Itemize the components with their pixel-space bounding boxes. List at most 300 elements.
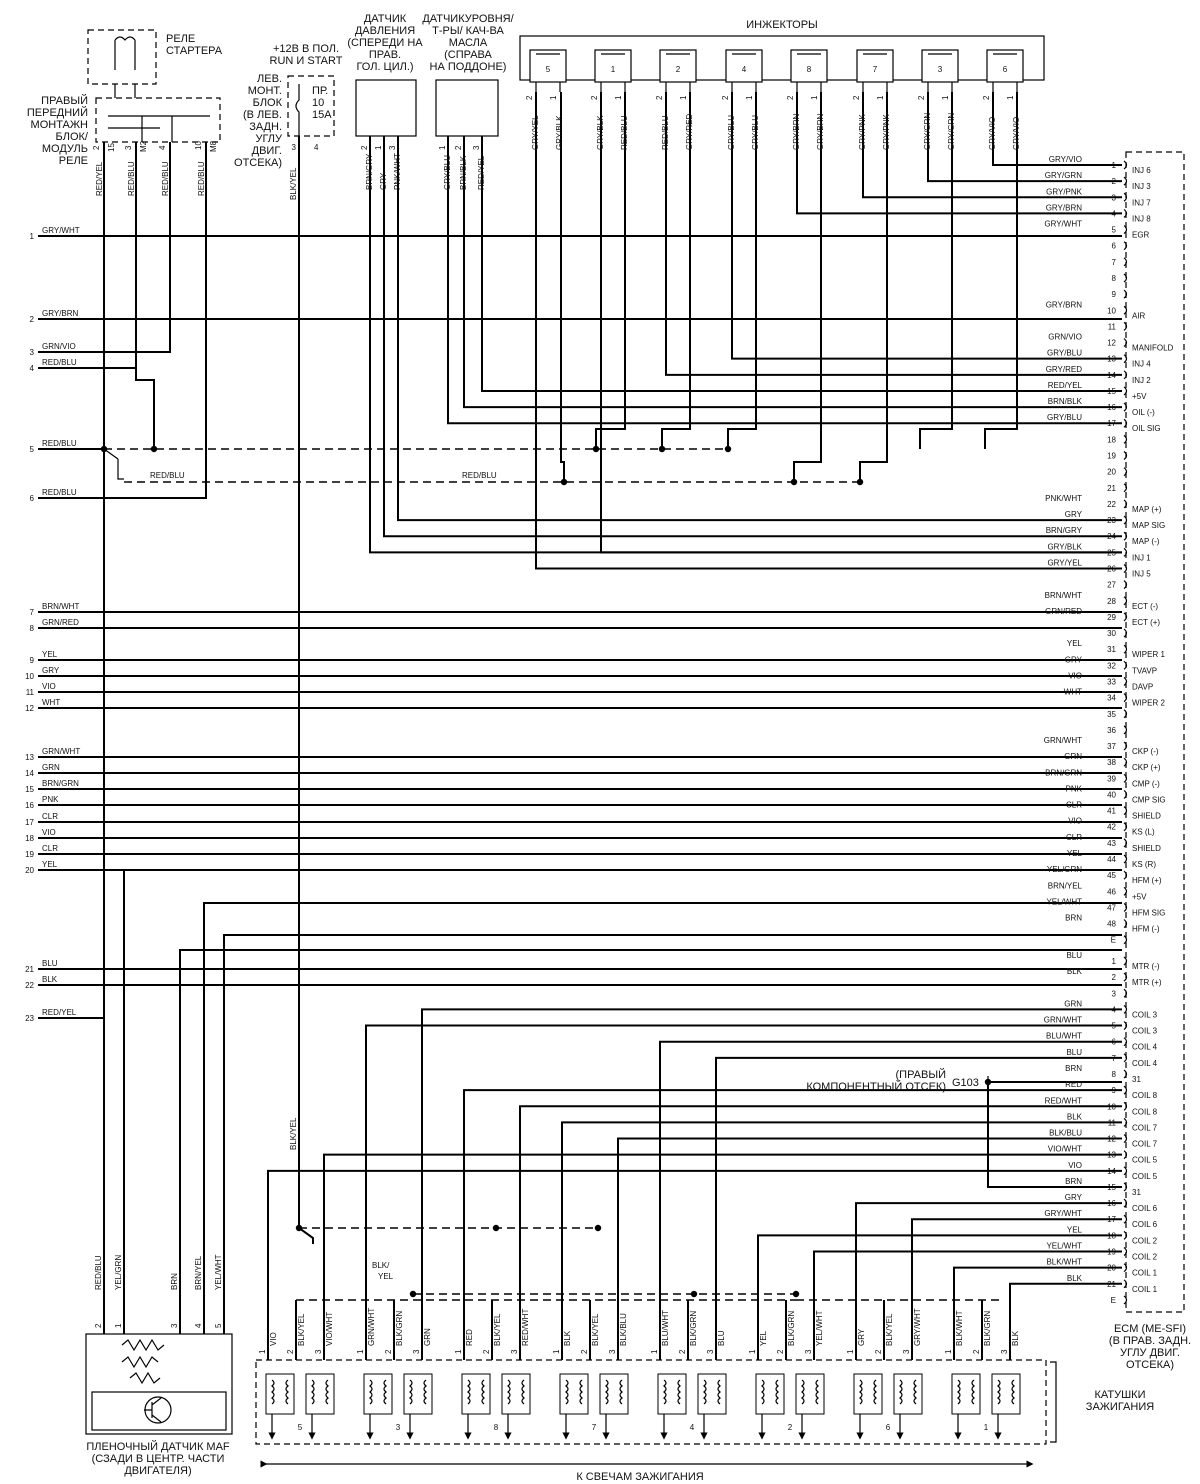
pressure-wire-label: GRY xyxy=(379,172,388,190)
left-row-number: 10 xyxy=(25,672,34,681)
coil-body xyxy=(502,1374,530,1414)
coil-pin: 2 xyxy=(776,1349,785,1354)
ecm-pin-number: 14 xyxy=(1107,370,1116,380)
ecm-pin-function: CMP SIG xyxy=(1132,795,1166,805)
ecm-pin-number: 2 xyxy=(1111,177,1116,187)
redblu-jumper xyxy=(104,449,124,479)
ecm-pin-function: COIL 1 xyxy=(1132,1268,1158,1278)
maf-wire-label: BRN/YEL xyxy=(194,1255,203,1290)
coil-cylinder-number: 1 xyxy=(983,1423,989,1432)
left-row-number: 18 xyxy=(25,834,34,843)
ecm-wire-label: BRN xyxy=(1065,1176,1082,1186)
pressure-label-2: ДАВЛЕНИЯ xyxy=(354,25,416,37)
ecm-pin-function: INJ 1 xyxy=(1132,553,1151,563)
ecm-pin-number: 28 xyxy=(1107,596,1116,606)
injector-number: 1 xyxy=(610,65,616,74)
injector-pin: 1 xyxy=(614,95,623,100)
injector-number: 5 xyxy=(545,65,551,74)
injector-wire-label: GRY/BLK xyxy=(555,115,564,150)
ecm-wire-label: BRN/GRY xyxy=(1045,526,1082,536)
coil-wire-label: VIO xyxy=(269,1332,278,1346)
ecm-wire-label: YEL xyxy=(1066,849,1082,859)
coil-winding xyxy=(606,1380,622,1404)
oil-label-2: Т-РЫ/ КАЧ-ВА xyxy=(432,25,504,37)
coil-body xyxy=(560,1374,588,1414)
ecm-wire-label: BLK/WHT xyxy=(1046,1257,1082,1267)
oil-pin: 1 xyxy=(438,145,447,150)
coil-body xyxy=(894,1374,922,1414)
ecm-pin-function: MAP SIG xyxy=(1132,521,1166,531)
ecm-wire-label: GRY xyxy=(1064,1193,1082,1203)
ecm-pin-function: ECT (+) xyxy=(1132,617,1161,627)
injector-wire-label: GRY/PNK xyxy=(858,114,867,150)
left-row-wire-label: BRN/WHT xyxy=(42,602,80,611)
coil-winding xyxy=(762,1380,778,1404)
ecm-pin-number: 40 xyxy=(1107,790,1116,800)
oil-wire-label: BRN/BLK xyxy=(459,155,468,190)
coil-pin: 2 xyxy=(482,1349,491,1354)
relay-pin: 4 xyxy=(158,145,167,150)
ecm-wire-label: GRY/WHT xyxy=(1044,1209,1082,1219)
left-row-number: 19 xyxy=(25,850,34,859)
ecm-wire-label: PNK xyxy=(1065,784,1082,794)
coil-wire xyxy=(324,1155,1122,1360)
ecm-pin-number: 14 xyxy=(1107,1166,1116,1176)
ecm-pin-number: 7 xyxy=(1111,257,1116,267)
ecm-wire-label: PNK/WHT xyxy=(1045,493,1082,503)
injector-signal-wire xyxy=(928,92,1122,181)
injector-pin: 2 xyxy=(525,95,534,100)
left-row-number: 4 xyxy=(29,364,34,373)
ecm-wire-label: GRY/PNK xyxy=(1046,187,1082,197)
coil-pin: 1 xyxy=(748,1349,757,1354)
injector-pin: 2 xyxy=(852,95,861,100)
ecm-pin-function: 31 xyxy=(1132,1074,1141,1084)
maf-wire-label: RED/BLU xyxy=(94,1255,103,1290)
left-row-wire-label: BLU xyxy=(42,959,58,968)
ecm-pin-function: INJ 3 xyxy=(1132,182,1151,192)
ecm-pin-number: 5 xyxy=(1111,1021,1116,1031)
injector-number: 8 xyxy=(806,65,812,74)
ecm-wire-label: GRY xyxy=(1064,655,1082,665)
injector-pin: 1 xyxy=(679,95,688,100)
ecm-pin-number: 18 xyxy=(1107,1231,1116,1241)
maf-wire-label: YEL/WHT xyxy=(214,1254,223,1290)
maf-pin: 1 xyxy=(114,1323,123,1328)
oil-wire-label: RED/YEL xyxy=(477,155,486,190)
coil-winding xyxy=(370,1380,386,1404)
oil-pin: 3 xyxy=(472,145,481,150)
ecm-pin-function: OIL (-) xyxy=(1132,408,1155,418)
ecm-pin-function: COIL 6 xyxy=(1132,1204,1158,1214)
left-row-number: 8 xyxy=(29,624,34,633)
left-block-label-8: ОТСЕКА) xyxy=(234,157,282,169)
coil-pin: 2 xyxy=(286,1349,295,1354)
ecm-pin-number: 15 xyxy=(1107,386,1116,396)
pressure-pin: 1 xyxy=(374,145,383,150)
ecm-pin-function: CKP (-) xyxy=(1132,747,1159,757)
injector-wire-label: GRY/RED xyxy=(685,113,694,150)
starter-relay-label-2: СТАРТЕРА xyxy=(166,45,223,57)
ecm-pin-function: INJ 8 xyxy=(1132,214,1151,224)
ecm-label-1: ECM (ME-SFI) xyxy=(1113,1323,1187,1335)
left-block-label-6: УГЛУ xyxy=(255,133,282,145)
maf-sensor xyxy=(86,1334,232,1477)
injector-wire-label: RED/BLU xyxy=(620,115,629,150)
left-row-wire-label: BRN/GRN xyxy=(42,779,79,788)
coil-units xyxy=(266,1374,1020,1436)
starter-relay xyxy=(88,30,223,84)
left-row-number: 15 xyxy=(25,785,34,794)
ecm-wire-label: BLK xyxy=(1066,967,1082,977)
ecm-wire-label: GRY/RED xyxy=(1045,364,1082,374)
ecm-pin-number: 7 xyxy=(1111,1053,1116,1063)
ecm-pin-function: COIL 5 xyxy=(1132,1155,1158,1165)
ecm-pin-number: 37 xyxy=(1107,742,1116,752)
splice-dot xyxy=(595,1225,601,1231)
ecm-pin-number: 10 xyxy=(1107,1102,1116,1112)
coil-winding xyxy=(704,1380,720,1404)
relay-wire-label: RED/BLU xyxy=(197,161,206,196)
left-row-number: 2 xyxy=(29,315,34,324)
ecm-pin-function: INJ 5 xyxy=(1132,569,1151,579)
ecm-pin-function: MTR (+) xyxy=(1132,978,1162,988)
injector-number: 6 xyxy=(1002,65,1008,74)
ecm-wire-label: VIO/WHT xyxy=(1047,1144,1082,1154)
ecm-pin-number: 25 xyxy=(1107,548,1116,558)
ecm-wire-label: RED xyxy=(1065,1080,1082,1090)
coil-body xyxy=(952,1374,980,1414)
coil-wire-label: RED/WHT xyxy=(521,1308,530,1346)
coil-wire-label: BLK/GRN xyxy=(395,1310,404,1346)
left-row-number: 16 xyxy=(25,801,34,810)
ecm-wire-label: BRN xyxy=(1065,1063,1082,1073)
coil-cylinder-number: 6 xyxy=(885,1423,891,1432)
injector-number: 7 xyxy=(872,65,878,74)
ecm-pin-function: COIL 4 xyxy=(1132,1042,1158,1052)
maf-label-3: ДВИГАТЕЛЯ) xyxy=(124,1465,192,1477)
ecm-pin-number: 35 xyxy=(1107,709,1116,719)
relay-wire-label: RED/BLU xyxy=(127,161,136,196)
ecm-pin-number: 26 xyxy=(1107,564,1116,574)
pressure-label-4: ПРАВ. xyxy=(368,49,402,61)
ecm-wire-label: WHT xyxy=(1063,687,1082,697)
coil-wire-label: BLU/WHT xyxy=(661,1310,670,1346)
relay-term: M2 xyxy=(139,140,148,152)
ecm-wire-label: YEL/WHT xyxy=(1046,897,1082,907)
left-row-wire-label: YEL xyxy=(42,860,58,869)
run-pin-4: 4 xyxy=(314,143,319,152)
front-block-label-6: РЕЛЕ xyxy=(58,155,88,167)
ecm-pin-function: COIL 2 xyxy=(1132,1236,1158,1246)
ecm-pin-number: 16 xyxy=(1107,1199,1116,1209)
ecm-pin-number: 4 xyxy=(1111,209,1116,219)
ground-label-1: (ПРАВЫЙ xyxy=(895,1069,946,1081)
left-row-wire-label: GRN/RED xyxy=(42,618,79,627)
coil-pin: 2 xyxy=(972,1349,981,1354)
ecm-wire-label: YEL xyxy=(1066,1225,1082,1235)
left-block-label-2: МОНТ. xyxy=(247,85,282,97)
coil-wire-label: BLK/GRN xyxy=(983,1310,992,1346)
ecm-pin-function: +5V xyxy=(1132,892,1147,902)
ecm-pin-number: 44 xyxy=(1107,855,1116,865)
left-row-wire-label: VIO xyxy=(42,828,56,837)
coil-wire xyxy=(954,1268,1122,1360)
maf-pin: 2 xyxy=(94,1323,103,1328)
pressure-label-1: ДАТЧИК xyxy=(363,13,407,25)
ecm-wire-label: YEL/GRN xyxy=(1046,865,1082,875)
ecm-pin-function: MANIFOLD xyxy=(1132,343,1174,353)
coil-pin: 2 xyxy=(384,1349,393,1354)
maf-wire-label: YEL/GRN xyxy=(114,1254,123,1290)
left-row-wire-label: GRY/BRN xyxy=(42,309,79,318)
ecm-pin-function: COIL 2 xyxy=(1132,1252,1158,1262)
oil-wire-label: GRY/BLU xyxy=(443,155,452,190)
injectors-block xyxy=(520,19,1044,92)
ecm-pin-number: 9 xyxy=(1111,1086,1116,1096)
ecm-pin-function: MAP (+) xyxy=(1132,504,1162,514)
coil-body xyxy=(364,1374,392,1414)
ecm-pin-number: 3 xyxy=(1111,193,1116,203)
left-row-number: 22 xyxy=(25,981,34,990)
left-row-number: 13 xyxy=(25,753,34,762)
coil-winding xyxy=(312,1380,328,1404)
ecm-pin-number: 43 xyxy=(1107,838,1116,848)
ecm-wire-label: GRY/BLK xyxy=(1047,542,1082,552)
injector-pin: 2 xyxy=(655,95,664,100)
fuse-block xyxy=(234,43,343,169)
oil-label-4: (СПРАВА xyxy=(444,49,492,61)
left-row-wire-label: RED/BLU xyxy=(42,439,77,448)
coil-pin: 3 xyxy=(314,1349,323,1354)
ecm-wire-label: GRN xyxy=(1064,752,1082,762)
coil-wire-label: BLK/BLU xyxy=(619,1313,628,1346)
relay-wire-label: RED/YEL xyxy=(95,161,104,196)
relay-pin: 3 xyxy=(124,145,133,150)
injector-pin: 2 xyxy=(917,95,926,100)
run-wire xyxy=(299,136,313,1244)
coils-label-1: КАТУШКИ xyxy=(1094,1389,1146,1401)
injector-pin: 1 xyxy=(941,95,950,100)
coil-cylinder-number: 2 xyxy=(787,1423,793,1432)
ecm-pin-function: SHIELD xyxy=(1132,811,1161,821)
ecm-wire-label: CLR xyxy=(1065,800,1082,810)
coil-wire-label: VIO/WHT xyxy=(325,1311,334,1346)
relay-term: 15 xyxy=(107,143,116,152)
coil-wire-label: BLK xyxy=(1011,1330,1020,1346)
oil-label-5: НА ПОДДОНЕ) xyxy=(429,61,507,73)
injector-wire-label: GRY/YEL xyxy=(531,115,540,150)
coil-wire-label: GRN/WHT xyxy=(367,1307,376,1346)
ecm-pin-number: 22 xyxy=(1107,499,1116,509)
plugs-label: К СВЕЧАМ ЗАЖИГАНИЯ xyxy=(576,1471,704,1483)
maf-label-1: ПЛЕНОЧНЫЙ ДАТЧИК MAF xyxy=(86,1441,230,1453)
injector-wire-label: GRY/PNK xyxy=(882,114,891,150)
mid-wire-label: RED/BLU xyxy=(150,471,185,480)
oil-wire xyxy=(448,136,1122,423)
coil-wire-label: BLK/YEL xyxy=(885,1313,894,1346)
left-row-number: 6 xyxy=(29,494,34,503)
ecm-pin-number: 9 xyxy=(1111,290,1116,300)
coil-body xyxy=(992,1374,1020,1414)
ecm-wire-label: GRN/WHT xyxy=(1043,736,1082,746)
injector-pin: 1 xyxy=(745,95,754,100)
ecm-pin-number: 13 xyxy=(1107,1150,1116,1160)
ecm-wire-label: GRN/RED xyxy=(1045,606,1082,616)
left-row-wire-label: PNK xyxy=(42,795,59,804)
coil-wire-label: BLK/GRN xyxy=(787,1310,796,1346)
left-row-wire-label: GRY xyxy=(42,666,60,675)
run-wire-label: BLK/YEL xyxy=(289,1117,298,1150)
coil-pin: 3 xyxy=(804,1349,813,1354)
coil-pin: 1 xyxy=(552,1349,561,1354)
coil-winding xyxy=(566,1380,582,1404)
relay-pin: 10 xyxy=(194,141,203,150)
coil-body xyxy=(796,1374,824,1414)
left-row-wire-label: VIO xyxy=(42,682,56,691)
ecm-connector xyxy=(1107,152,1191,1371)
ecm-pin-function: COIL 4 xyxy=(1132,1058,1158,1068)
maf-pin: 3 xyxy=(170,1323,179,1328)
ecm-wire-label: VIO xyxy=(1068,816,1082,826)
ecm-pin-function: MAP (-) xyxy=(1132,537,1160,547)
ecm-pin-number: 23 xyxy=(1107,516,1116,526)
fuse-label-2: 10 xyxy=(312,97,325,109)
ecm-pin-function: TVAVP xyxy=(1132,666,1158,676)
left-row-number: 11 xyxy=(25,688,34,697)
ecm-pin-number: 8 xyxy=(1111,1069,1116,1079)
coil-winding xyxy=(508,1380,524,1404)
injector-pin: 1 xyxy=(810,95,819,100)
relay-wire-red-blu xyxy=(136,142,154,449)
ecm-label-4: ОТСЕКА) xyxy=(1126,1359,1174,1371)
coil-winding xyxy=(468,1380,484,1404)
ecm-wire-label: GRY/YEL xyxy=(1047,558,1082,568)
injector-pin: 1 xyxy=(549,95,558,100)
coil-winding xyxy=(860,1380,876,1404)
coil-wire-label: YEL xyxy=(759,1330,768,1346)
ecm-wire-label: BRN/WHT xyxy=(1044,590,1082,600)
coil-body xyxy=(306,1374,334,1414)
ecm-pin-number: 1 xyxy=(1111,957,1116,966)
coil-winding xyxy=(900,1380,916,1404)
coil-body xyxy=(756,1374,784,1414)
coil-wire-label: BLK/GRN xyxy=(689,1310,698,1346)
pressure-wire xyxy=(398,136,1122,520)
ecm-pin-number: 32 xyxy=(1107,661,1116,671)
left-block-label-5: ЗАДН. xyxy=(249,121,282,133)
injector-number: 4 xyxy=(741,65,747,74)
splice-dot xyxy=(101,446,107,452)
pressure-wire-label: BRN/GRY xyxy=(365,153,374,190)
ecm-pin-number: 46 xyxy=(1107,887,1116,897)
wires xyxy=(38,92,1122,1360)
ecm-pin-function: MTR (-) xyxy=(1132,962,1160,971)
injector-number: 3 xyxy=(937,65,943,74)
coil-wire-label: BLK/YEL xyxy=(493,1313,502,1346)
left-row-number: 21 xyxy=(25,965,34,974)
ecm-pin-function: COIL 8 xyxy=(1132,1107,1158,1117)
run-wire-label: BLK/YEL xyxy=(289,167,298,200)
pressure-pin: 2 xyxy=(360,145,369,150)
ecm-pin-number: 27 xyxy=(1107,580,1116,590)
left-row-number: 5 xyxy=(29,445,34,454)
ecm-pin-function: WIPER 1 xyxy=(1132,650,1165,660)
ecm-pin-function: COIL 6 xyxy=(1132,1220,1158,1230)
ecm-pin-number: 42 xyxy=(1107,822,1116,832)
ecm-pin-function: INJ 4 xyxy=(1132,359,1151,369)
ecm-wire-label: RED/YEL xyxy=(1047,380,1082,390)
ecm-pin-function: CMP (-) xyxy=(1132,779,1160,789)
injectors-title: ИНЖЕКТОРЫ xyxy=(746,19,818,31)
ecm-pin-function: AIR xyxy=(1132,311,1146,321)
fuse-label-3: 15А xyxy=(312,109,332,121)
left-row-number: 7 xyxy=(29,608,34,617)
ecm-wire-label: BLK xyxy=(1066,1273,1082,1283)
ecm-pin-number: 20 xyxy=(1107,1263,1116,1273)
coil-winding xyxy=(664,1380,680,1404)
relay-wire-label: RED/BLU xyxy=(161,161,170,196)
ecm-pin-number: 41 xyxy=(1107,806,1116,816)
ecm-wire-label: BLK xyxy=(1066,1112,1082,1122)
ecm-wire-label: GRN/WHT xyxy=(1043,1015,1082,1025)
ecm-wire-label: BRN/YEL xyxy=(1047,881,1082,891)
ecm-pin-number: 15 xyxy=(1107,1182,1116,1192)
coil-winding xyxy=(410,1380,426,1404)
ecm-pin-function: KS (L) xyxy=(1132,827,1155,837)
ecm-wire-label: GRY/BLU xyxy=(1047,413,1082,423)
coil-pin: 2 xyxy=(580,1349,589,1354)
ecm-wire-label: VIO xyxy=(1068,1160,1082,1170)
left-row-number: 12 xyxy=(25,704,34,713)
ground-label-2: КОМПОНЕНТНЫЙ ОТСЕК) xyxy=(806,1081,946,1093)
wire-labels xyxy=(25,95,1083,1354)
coil-winding xyxy=(998,1380,1014,1404)
ecm-pin-number: 6 xyxy=(1111,1037,1116,1047)
injector-pin: 2 xyxy=(590,95,599,100)
maf-pin: 5 xyxy=(214,1323,223,1328)
front-relay-block xyxy=(27,84,220,167)
injector-wire-label: GRY/VIO xyxy=(1012,116,1021,150)
injector-wire-label: GRY/VIO xyxy=(988,116,997,150)
ecm-pin-number: 4 xyxy=(1111,1005,1116,1015)
ecm-pin-function: 31 xyxy=(1132,1187,1141,1197)
coil-wire xyxy=(366,1026,1122,1360)
ecm-pin-function: COIL 3 xyxy=(1132,1026,1158,1036)
coil-wire xyxy=(422,1009,1122,1360)
maf-wire-brn-yel xyxy=(204,903,1122,1334)
maf-pin: 4 xyxy=(194,1323,203,1328)
oil-label-3: МАСЛА xyxy=(448,37,488,49)
ignition-coils xyxy=(256,1360,1154,1483)
ecm-pin-function: COIL 5 xyxy=(1132,1171,1158,1181)
split-label: BLK/ xyxy=(372,1261,390,1270)
left-row-wire-label: WHT xyxy=(42,698,61,707)
relay-term: M8 xyxy=(209,140,218,152)
ecm-pin-number: 10 xyxy=(1107,306,1116,316)
left-row-wire-label: GRN/WHT xyxy=(42,747,81,756)
ecm-pin-number: 24 xyxy=(1107,532,1116,542)
splice-dot xyxy=(151,446,157,452)
front-block-label-5: МОДУЛЬ xyxy=(41,143,88,155)
injector-wire-label: RED/BLU xyxy=(661,115,670,150)
coil-wire-label: GRY xyxy=(857,1328,866,1346)
coil-body xyxy=(854,1374,882,1414)
ecm-pin-number: 36 xyxy=(1107,725,1116,735)
ecm-wire-label: GRN/VIO xyxy=(1048,332,1082,342)
injector-wire-label: GRY/BLU xyxy=(727,115,736,150)
ecm-pin-function: CKP (+) xyxy=(1132,763,1161,773)
